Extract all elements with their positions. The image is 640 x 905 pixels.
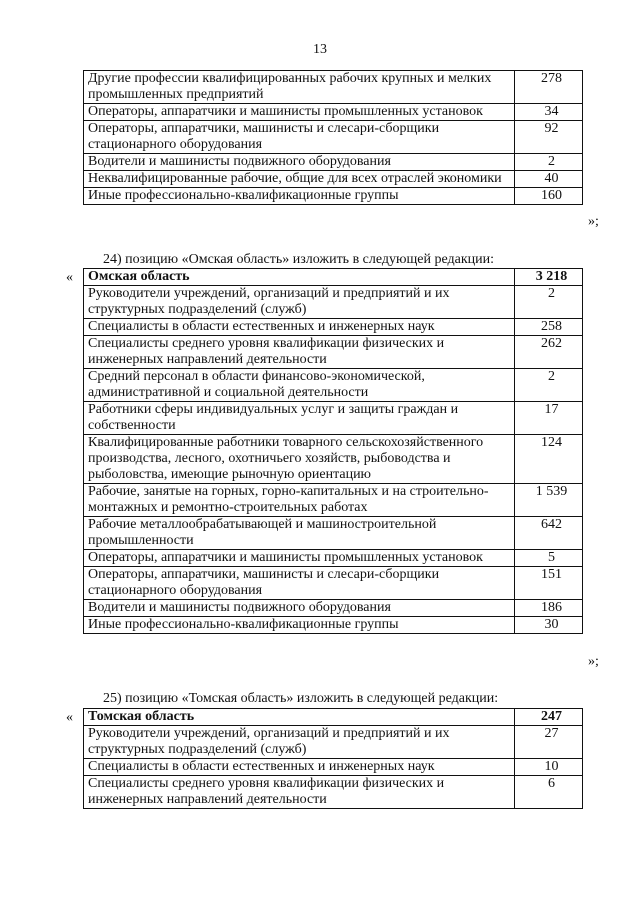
occupation-group-value: 151 [515,567,583,600]
table-row [84,759,583,776]
table-row [84,517,583,550]
occupation-group-value: 30 [515,617,583,634]
occupation-group-value: 186 [515,600,583,617]
occupation-group-label: Специалисты среднего уровня квалификации физических и инженерных направлений деятельности [84,776,515,809]
occupation-group-value: 2 [515,369,583,402]
table-row [84,336,583,369]
table-row [84,71,583,104]
occupation-group-value: 160 [515,188,583,205]
table-row [84,286,583,319]
table-header-row [84,269,583,286]
table-row [84,104,583,121]
table-row [84,171,583,188]
occupation-group-value: 2 [515,286,583,319]
table-row [84,567,583,600]
occupation-group-value: 34 [515,104,583,121]
occupation-group-label: Водители и машинисты подвижного оборудования [84,154,515,171]
occupation-group-value: 92 [515,121,583,154]
table-row [84,402,583,435]
occupation-group-label: Рабочие металлообрабатывающей и машиностроительной промышленности [84,517,515,550]
occupation-group-value: 27 [515,726,583,759]
closing-quote-1: »; [588,214,599,229]
occupation-group-label: Рабочие, занятые на горных, горно-капитальных и на строительно-монтажных и ремонтно-строительных работах [84,484,515,517]
table-row [84,188,583,205]
table-tomsk [83,708,583,809]
occupation-group-label: Неквалифицированные рабочие, общие для всех отраслей экономики [84,171,515,188]
table-row [84,617,583,634]
occupation-group-value: 262 [515,336,583,369]
occupation-group-value: 642 [515,517,583,550]
paragraph-25: 25) позицию «Томская область» изложить в следующей редакции: [103,691,499,706]
occupation-group-label: Руководители учреждений, организаций и предприятий и их структурных подразделений (служб) [84,286,515,319]
occupation-group-label: Иные профессионально-квалификационные группы [84,188,515,205]
table-row [84,776,583,809]
table-row [84,369,583,402]
occupation-group-label: Операторы, аппаратчики, машинисты и слесари-сборщики стационарного оборудования [84,121,515,154]
table-continuation [83,70,583,205]
occupation-group-label: Операторы, аппаратчики, машинисты и слесари-сборщики стационарного оборудования [84,567,515,600]
occupation-group-label: Операторы, аппаратчики и машинисты промышленных установок [84,550,515,567]
occupation-group-value: 1 539 [515,484,583,517]
page-number: 13 [313,42,327,57]
table-row [84,726,583,759]
table-row [84,121,583,154]
table-row [84,550,583,567]
paragraph-24: 24) позицию «Омская область» изложить в следующей редакции: [103,252,495,267]
occupation-group-value: 124 [515,435,583,484]
table-row [84,435,583,484]
region-name: Омская область [84,269,515,286]
occupation-group-label: Работники сферы индивидуальных услуг и защиты граждан и собственности [84,402,515,435]
table-row [84,154,583,171]
occupation-group-value: 17 [515,402,583,435]
opening-quote-3: « [66,710,73,725]
region-name: Томская область [84,709,515,726]
table-omsk [83,268,583,634]
region-total: 247 [515,709,583,726]
table-row [84,600,583,617]
occupation-group-value: 258 [515,319,583,336]
table-header-row [84,709,583,726]
occupation-group-value: 40 [515,171,583,188]
occupation-group-value: 2 [515,154,583,171]
occupation-group-label: Специалисты среднего уровня квалификации физических и инженерных направлений деятельности [84,336,515,369]
region-total: 3 218 [515,269,583,286]
occupation-group-label: Средний персонал в области финансово-экономической, административной и социальной деятельности [84,369,515,402]
occupation-group-label: Водители и машинисты подвижного оборудования [84,600,515,617]
occupation-group-label: Операторы, аппаратчики и машинисты промышленных установок [84,104,515,121]
occupation-group-value: 6 [515,776,583,809]
occupation-group-label: Квалифицированные работники товарного сельскохозяйственного производства, лесного, охотничьего хозяйств, рыбоводства и рыболовства, имеющие рыночную ориентацию [84,435,515,484]
occupation-group-label: Другие профессии квалифицированных рабочих крупных и мелких промышленных предприятий [84,71,515,104]
closing-quote-2: »; [588,654,599,669]
occupation-group-label: Руководители учреждений, организаций и предприятий и их структурных подразделений (служб) [84,726,515,759]
table-row [84,484,583,517]
occupation-group-value: 5 [515,550,583,567]
occupation-group-label: Специалисты в области естественных и инженерных наук [84,319,515,336]
opening-quote-2: « [66,270,73,285]
occupation-group-value: 10 [515,759,583,776]
occupation-group-value: 278 [515,71,583,104]
occupation-group-label: Специалисты в области естественных и инженерных наук [84,759,515,776]
table-row [84,319,583,336]
occupation-group-label: Иные профессионально-квалификационные группы [84,617,515,634]
